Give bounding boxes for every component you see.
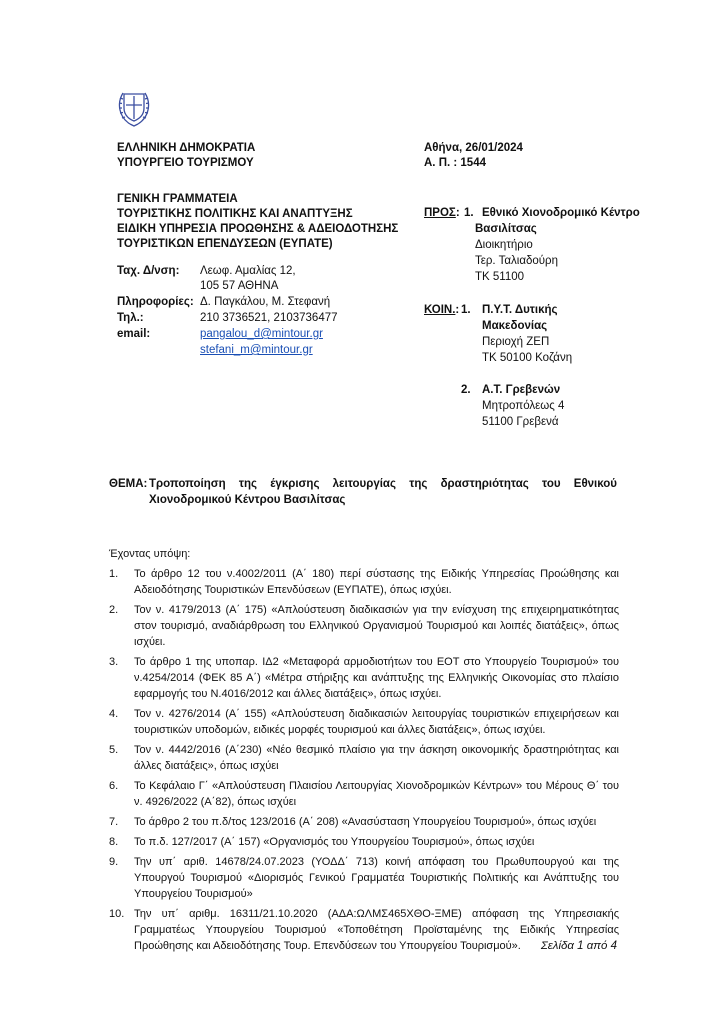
sender-unit-line: ΤΟΥΡΙΣΤΙΚΗΣ ΠΟΛΙΤΙΚΗΣ ΚΑΙ ΑΝΑΠΤΥΞΗΣ	[117, 208, 353, 220]
list-item	[109, 778, 619, 810]
protocol-number: Α. Π. : 1544	[424, 157, 486, 169]
to-label-text: ΠΡΟΣ	[424, 207, 456, 219]
list-item	[109, 654, 619, 702]
list-item	[109, 834, 619, 850]
phone-value: 210 3736521, 2103736477	[200, 312, 338, 324]
list-item-text: Το άρθρο 2 του π.δ/τος 123/2016 (Α΄ 208) «Ανασύσταση Υπουργείου Τουρισμού», όπως ισχύει	[134, 816, 597, 828]
cc-label-colon: :	[455, 304, 460, 316]
cc-label	[424, 303, 459, 319]
address-line: Λεωφ. Αμαλίας 12,	[200, 265, 296, 277]
cc-recipient-address: Περιοχή ΖΕΠ	[482, 336, 550, 348]
email-link[interactable]: stefani_m@mintour.gr	[200, 344, 313, 356]
cc-recipient-address: 51100 Γρεβενά	[482, 416, 559, 428]
info-label: Πληροφορίες:	[117, 296, 194, 308]
cc-number: 2.	[461, 384, 471, 396]
page-number: Σελίδα 1 από 4	[540, 940, 617, 952]
email-label: email:	[117, 328, 151, 340]
list-item-text: Το άρθρο 1 της υποπαρ. ΙΔ2 «Μεταφορά αρμοδιοτήτων του ΕΟΤ στο Υπουργείο Τουρισμού» του ν.4254/2014 (ΦΕΚ 85 Α΄) «Μέτρα στήριξης και ανάπτυξης της Ελληνικής Οικονομίας στο πλαίσιο εφαρμογής του Ν.4016/2012 και άλλες διατάξεις», όπως ισχύει.	[134, 656, 619, 700]
sender-country: ΕΛΛΗΝΙΚΗ ΔΗΜΟΚΡΑΤΙΑ	[117, 142, 256, 154]
cc-recipient-address: Μητροπόλεως 4	[482, 400, 565, 412]
cc-recipient-address: ΤΚ 50100 Κοζάνη	[482, 352, 573, 364]
list-item-text: Το άρθρο 12 του ν.4002/2011 (Α΄ 180) περί σύστασης της Ειδικής Υπηρεσίας Προώθησης και Αδειοδότησης Τουριστικών Επενδύσεων (ΕΥΠΑΤΕ), όπως ισχύει.	[134, 568, 619, 596]
list-item-number: 9.	[109, 856, 119, 868]
list-item	[109, 706, 619, 738]
address-label: Ταχ. Δ/νση:	[117, 265, 180, 277]
list-item-number: 3.	[109, 656, 119, 668]
greek-coat-of-arms-icon	[117, 88, 151, 128]
considerations-intro: Έχοντας υπόψη:	[109, 548, 191, 560]
list-item-text: Τον ν. 4276/2014 (Α΄ 155) «Απλούστευση διαδικασιών λειτουργίας τουριστικών επιχειρήσεων και τουριστικών υποδομών, ειδικές μορφές τουρισμού και άλλες διατάξεις», όπως ισχύει.	[134, 708, 619, 736]
subject-text: Τροποποίηση της έγκρισης λειτουργίας της δραστηριότητας του Εθνικού Χιονοδρομικού Κέντρου Βασιλίτσας	[149, 478, 617, 506]
to-recipient-name: Βασιλίτσας	[475, 223, 537, 235]
sender-ministry: ΥΠΟΥΡΓΕΙΟ ΤΟΥΡΙΣΜΟΥ	[117, 157, 254, 169]
list-item-number: 4.	[109, 708, 119, 720]
list-item	[109, 566, 619, 598]
phone-label: Τηλ.:	[117, 312, 144, 324]
list-item-number: 1.	[109, 568, 119, 580]
list-item-text: Το Κεφάλαιο Γ΄ «Απλούστευση Πλαισίου Λειτουργίας Χιονοδρομικών Κέντρων» του Μέρους Θ΄ του ν. 4926/2022 (Α΄82), όπως ισχύει	[134, 780, 619, 808]
cc-label-text: ΚΟΙΝ.	[424, 304, 456, 316]
list-item-number: 6.	[109, 780, 119, 792]
cc-recipient-name: Μακεδονίας	[482, 320, 548, 332]
list-item	[109, 854, 619, 902]
list-item-number: 8.	[109, 836, 119, 848]
to-recipient-address: ΤΚ 51100	[475, 271, 525, 283]
subject-label: ΘΕΜΑ:	[109, 478, 148, 490]
sender-unit-line: ΕΙΔΙΚΗ ΥΠΗΡΕΣΙΑ ΠΡΟΩΘΗΣΗΣ & ΑΔΕΙΟΔΟΤΗΣΗΣ	[117, 223, 399, 235]
list-item	[109, 742, 619, 774]
list-item-text: Τον ν. 4442/2016 (Α΄230) «Νέο θεσμικό πλαίσιο για την άσκηση οικονομικής δραστηριότητας και άλλες διατάξεις», όπως ισχύει	[134, 744, 619, 772]
sender-unit-line: ΤΟΥΡΙΣΤΙΚΩΝ ΕΠΕΝΔΥΣΕΩΝ (ΕΥΠΑΤΕ)	[117, 238, 333, 250]
cc-recipient-name: Α.Τ. Γρεβενών	[482, 384, 561, 396]
list-item-text: Την υπ΄ αριθ. 14678/24.07.2023 (ΥΟΔΔ΄ 713) κοινή απόφαση του Πρωθυπουργού και της Υπουργού Τουρισμού «Διορισμός Γενικού Γραμματέα Τουριστικής Πολιτικής και Ανάπτυξης του Υπουργείου Τουρισμού»	[134, 856, 619, 900]
subject-block	[109, 476, 617, 508]
info-value: Δ. Παγκάλου, Μ. Στεφανή	[200, 296, 331, 308]
list-item	[109, 602, 619, 650]
list-item-number: 10.	[109, 908, 125, 920]
to-recipient-address: Τερ. Ταλιαδούρη	[475, 255, 558, 267]
list-item	[109, 814, 619, 830]
to-label-colon: :	[455, 207, 460, 219]
to-recipient-name: Εθνικό Χιονοδρομικό Κέντρο	[482, 207, 640, 219]
cc-recipient-name: Π.Υ.Τ. Δυτικής	[482, 304, 558, 316]
considerations-list	[109, 546, 619, 958]
sender-unit-line: ΓΕΝΙΚΗ ΓΡΑΜΜΑΤΕΙΑ	[117, 193, 238, 205]
list-item-text: Το π.δ. 127/2017 (Α΄ 157) «Οργανισμός του Υπουργείου Τουρισμού», όπως ισχύει	[134, 836, 535, 848]
to-label	[424, 206, 460, 222]
list-item-number: 5.	[109, 744, 119, 756]
cc-number: 1.	[461, 304, 471, 316]
email-link[interactable]: pangalou_d@mintour.gr	[200, 328, 323, 340]
to-number: 1.	[464, 207, 474, 219]
address-line: 105 57 ΑΘΗΝΑ	[200, 280, 279, 292]
list-item-text: Τον ν. 4179/2013 (Α΄ 175) «Απλούστευση διαδικασιών για την ενίσχυση της επιχειρηματικότητας στον τουρισμό, αναδιάρθρωση του Ελληνικού Οργανισμού Τουρισμού και λοιπές διατάξεις», όπως ισχύει.	[134, 604, 619, 648]
list-item-number: 2.	[109, 604, 119, 616]
list-item-text: Την υπ΄ αριθμ. 16311/21.10.2020 (ΑΔΑ:ΩΛΜΣ465ΧΘΟ-ΞΜΕ) απόφαση της Υπηρεσιακής Γραμματέως Υπουργείου Τουρισμού «Τοποθέτηση Προϊσταμένης της Ειδικής Υπηρεσίας Προώθησης και Αδειοδότησης Τουρ. Επενδύσεων του Υπουργείου Τουρισμού».	[134, 908, 619, 952]
place-date: Αθήνα, 26/01/2024	[424, 142, 523, 154]
list-item-number: 7.	[109, 816, 119, 828]
to-recipient-address: Διοικητήριο	[475, 239, 533, 251]
